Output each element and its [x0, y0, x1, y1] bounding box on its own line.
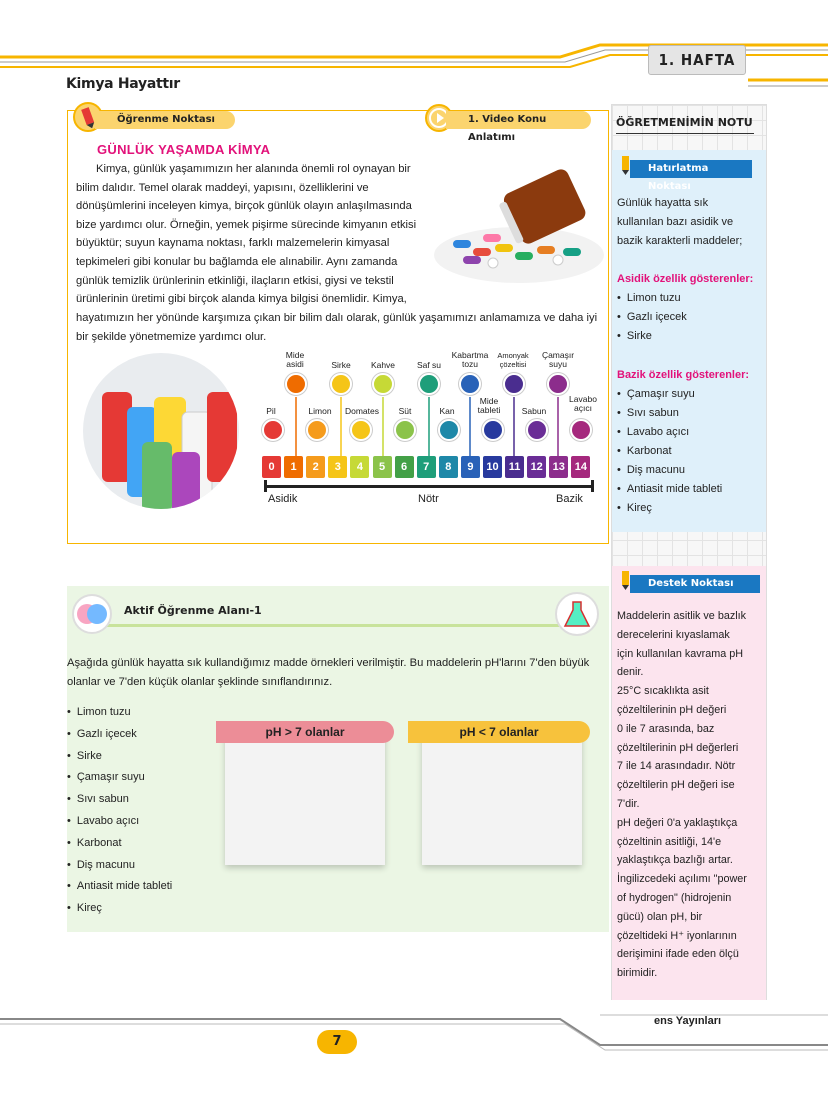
list-item: • Sirke: [67, 746, 172, 768]
list-item: • Karbonat: [67, 833, 172, 855]
reminder-intro: [617, 194, 765, 251]
ph-axis-tick: [591, 480, 594, 492]
list-item: • Karbonat: [617, 442, 765, 461]
ph-value-box: 5: [373, 456, 392, 478]
pencil-icon: [618, 154, 634, 176]
cleaning-products-image: [82, 352, 240, 510]
ph-greater-header: pH > 7 olanlar: [216, 721, 394, 743]
brain-icon: [72, 594, 112, 634]
ph-value-box: 3: [328, 456, 347, 478]
list-item: • Limon tuzu: [67, 702, 172, 724]
ph-label: Kabartma tozu: [451, 350, 489, 369]
footer-stripes: [0, 1005, 828, 1055]
ph-value-box: 14: [571, 456, 590, 478]
ph-connector-lines: [258, 345, 598, 460]
ph-label: Çamaşır suyu: [541, 350, 575, 369]
list-item: • Lavabo açıcı: [617, 423, 765, 442]
list-item: • Kireç: [67, 898, 172, 920]
support-line: çözeltinin asitliği, 14'e: [617, 835, 722, 848]
support-line: 7 ile 14 arasındadır. Nötr: [617, 760, 736, 773]
milk-bottle-icon: [394, 419, 416, 441]
base-heading: Bazik özellik gösterenler:: [617, 369, 750, 381]
ph-label: Kan: [439, 406, 455, 416]
support-tag: Destek Noktası: [630, 575, 760, 593]
active-learning-title: Aktif Öğrenme Alanı-1: [124, 604, 262, 617]
active-divider: [95, 624, 585, 627]
week-badge: 1. HAFTA: [648, 45, 746, 75]
support-line: derecelerini kıyaslamak: [617, 628, 730, 641]
chemistry-flask-icon: [555, 592, 599, 636]
blood-tube-icon: [438, 419, 460, 441]
support-line: denir.: [617, 666, 644, 679]
ph-label: Sirke: [331, 360, 351, 370]
active-instruction: Aşağıda günlük hayatta sık kullandığımız madde örnekleri verilmiştir. Bu maddelerin pH'larını 7'den büyük olanlar ve 7'den küçük olanlar şeklinde sınıflandırınız.: [67, 657, 590, 688]
support-line: of hydrogen" (hidrojenin: [617, 891, 732, 904]
support-line: 7'dir.: [617, 797, 640, 810]
axis-acidic-label: Asidik: [268, 493, 298, 505]
ph-label: Pil: [266, 406, 276, 416]
ph-label: Amonyak çözeltisi: [497, 351, 529, 369]
reminder-line: bazik karakterli maddeler;: [617, 235, 743, 247]
ph-label: Domates: [344, 406, 379, 416]
ph-value-box: 8: [439, 456, 458, 478]
ph-greater-card[interactable]: [225, 725, 385, 865]
support-line: 0 ile 7 arasında, baz: [617, 722, 715, 735]
support-line: birimidir.: [617, 967, 658, 980]
list-item: • Gazlı içecek: [617, 308, 765, 327]
ph-axis-tick: [264, 480, 267, 492]
support-line: İngilizcedeki açılımı "power: [617, 873, 747, 886]
page-number: 7: [317, 1030, 357, 1054]
reminder-line: kullanılan bazı asidik ve: [617, 216, 734, 228]
support-line: pH değeri 0'a yaklaştıkça: [617, 816, 738, 829]
support-text: [617, 607, 765, 983]
intro-paragraph: [76, 160, 430, 309]
support-line: Maddelerin asitlik ve bazlık: [617, 610, 747, 622]
ph-value-box: 7: [417, 456, 436, 478]
ph-less-header: pH < 7 olanlar: [408, 721, 590, 743]
list-item: • Antiasit mide tableti: [67, 876, 172, 898]
ph-label: Mide tableti: [477, 396, 501, 415]
ph-value-box: 12: [527, 456, 546, 478]
ph-value-box: 0: [262, 456, 281, 478]
list-item: • Gazlı içecek: [67, 724, 172, 746]
ph-scale: [258, 345, 598, 515]
pencil-icon: [618, 569, 634, 591]
support-line: çözeltilerinin pH değerleri: [617, 741, 739, 754]
ph-value-box: 9: [461, 456, 480, 478]
video-lesson-tag[interactable]: 1. Video Konu Anlatımı: [446, 111, 591, 129]
list-item: • Sirke: [617, 327, 765, 346]
ph-less-card[interactable]: [422, 725, 582, 865]
list-item: • Lavabo açıcı: [67, 811, 172, 833]
list-item: • Limon tuzu: [617, 289, 765, 308]
teacher-note-title: ÖĞRETMENİMİN NOTU: [616, 116, 754, 134]
ph-label: Lavabo açıcı: [569, 394, 597, 413]
ph-label: Limon: [308, 406, 332, 416]
reminder-line: Günlük hayatta sık: [617, 197, 709, 209]
drain-opener-icon: [570, 419, 592, 441]
ph-value-box: 1: [284, 456, 303, 478]
lemon-icon: [306, 419, 328, 441]
paragraph-tail: hayatımızın her yönünde karşımıza çıkan bir bilim dalı olarak, günlük yaşamımızı anlamamıza ve daha iyi bir şekilde yönetmemize yardımcı olur.: [76, 312, 598, 343]
learning-point-tag: Öğrenme Noktası: [95, 111, 235, 129]
list-item: • Sıvı sabun: [67, 789, 172, 811]
paragraph-line: ürünlerinin üretimi gibi birçok alanda kimya bilgisi önemlidir. Kimya,: [76, 293, 407, 306]
ph-label: Saf su: [416, 360, 442, 370]
paragraph-line: Kimya, günlük yaşamımızın her alanında önemli rol oynayan bir: [96, 163, 411, 175]
tomato-icon: [350, 419, 372, 441]
ph-value-box: 11: [505, 456, 524, 478]
list-item: • Çamaşır suyu: [67, 767, 172, 789]
paragraph-line: günlük temizlik ürünlerinin etkinliği, ilaçların etkisi, giysi ve tekstil: [76, 274, 394, 287]
ph-value-box: 2: [306, 456, 325, 478]
ph-value-box: 10: [483, 456, 502, 478]
axis-basic-label: Bazik: [556, 493, 583, 505]
support-line: yaklaştıkça bazlığı artar.: [617, 854, 733, 867]
ph-label: Kahve: [370, 360, 396, 370]
axis-neutral-label: Nötr: [418, 493, 439, 505]
support-line: derişimini ifade eden ölçü: [617, 948, 739, 961]
support-line: için kullanılan kavrama pH: [617, 647, 744, 660]
support-line: 25°C sıcaklıkta asit: [617, 685, 709, 698]
list-item: • Diş macunu: [617, 461, 765, 480]
battery-icon: [262, 419, 284, 441]
paragraph-line: dönüşümlerini inceleyen kimya, birçok günlük olayın anlaşılmasında: [76, 200, 412, 213]
list-item: • Çamaşır suyu: [617, 385, 765, 404]
ph-label: Süt: [398, 406, 412, 416]
paragraph-line: bize yardımcı olur. Örneğin, yemek pişirme sürecinde kimyanın etkisi: [76, 218, 417, 231]
support-line: çözeltilerinin pH değeri: [617, 703, 727, 716]
ph-value-box: 6: [395, 456, 414, 478]
list-item: • Sıvı sabun: [617, 404, 765, 423]
paragraph-line: bilim dalıdır. Temel olarak maddeyi, yapısını, özelliklerini ve: [76, 181, 369, 194]
pills-bottle-image: [433, 160, 605, 286]
list-item: • Diş macunu: [67, 855, 172, 877]
acid-list: [617, 289, 765, 346]
ph-axis-line: [264, 485, 594, 488]
list-item: • Antiasit mide tableti: [617, 480, 765, 499]
ph-label: Sabun: [521, 406, 547, 416]
soap-icon: [526, 419, 548, 441]
paragraph-line: tepkimeleri gibi konular bu bağlamda ele alınabilir. Aynı zamanda: [76, 255, 398, 268]
paragraph-line: büyüktür; suyun kaynama noktası, farklı malzemelerin kimyasal: [76, 237, 390, 250]
list-item: • Kireç: [617, 499, 765, 518]
ph-value-box: 4: [350, 456, 369, 478]
publisher-logo: ens Yayınları: [654, 1015, 722, 1027]
support-line: gücü) olan pH, bir: [617, 910, 703, 923]
support-line: çözeltilerin pH değeri ise: [617, 779, 735, 792]
ph-label: Mide asidi: [285, 350, 305, 369]
unit-title: Kimya Hayattır: [66, 76, 180, 92]
ph-value-box: 13: [549, 456, 568, 478]
support-line: çözeltideki H⁺ iyonlarının: [617, 929, 737, 942]
base-list: [617, 385, 765, 518]
substance-list: [67, 702, 172, 920]
section-title: GÜNLÜK YAŞAMDA KİMYA: [97, 142, 271, 157]
reminder-tag: Hatırlatma Noktası: [630, 160, 752, 178]
stomach-tablet-icon: [482, 419, 504, 441]
acid-heading: Asidik özellik gösterenler:: [617, 273, 754, 285]
